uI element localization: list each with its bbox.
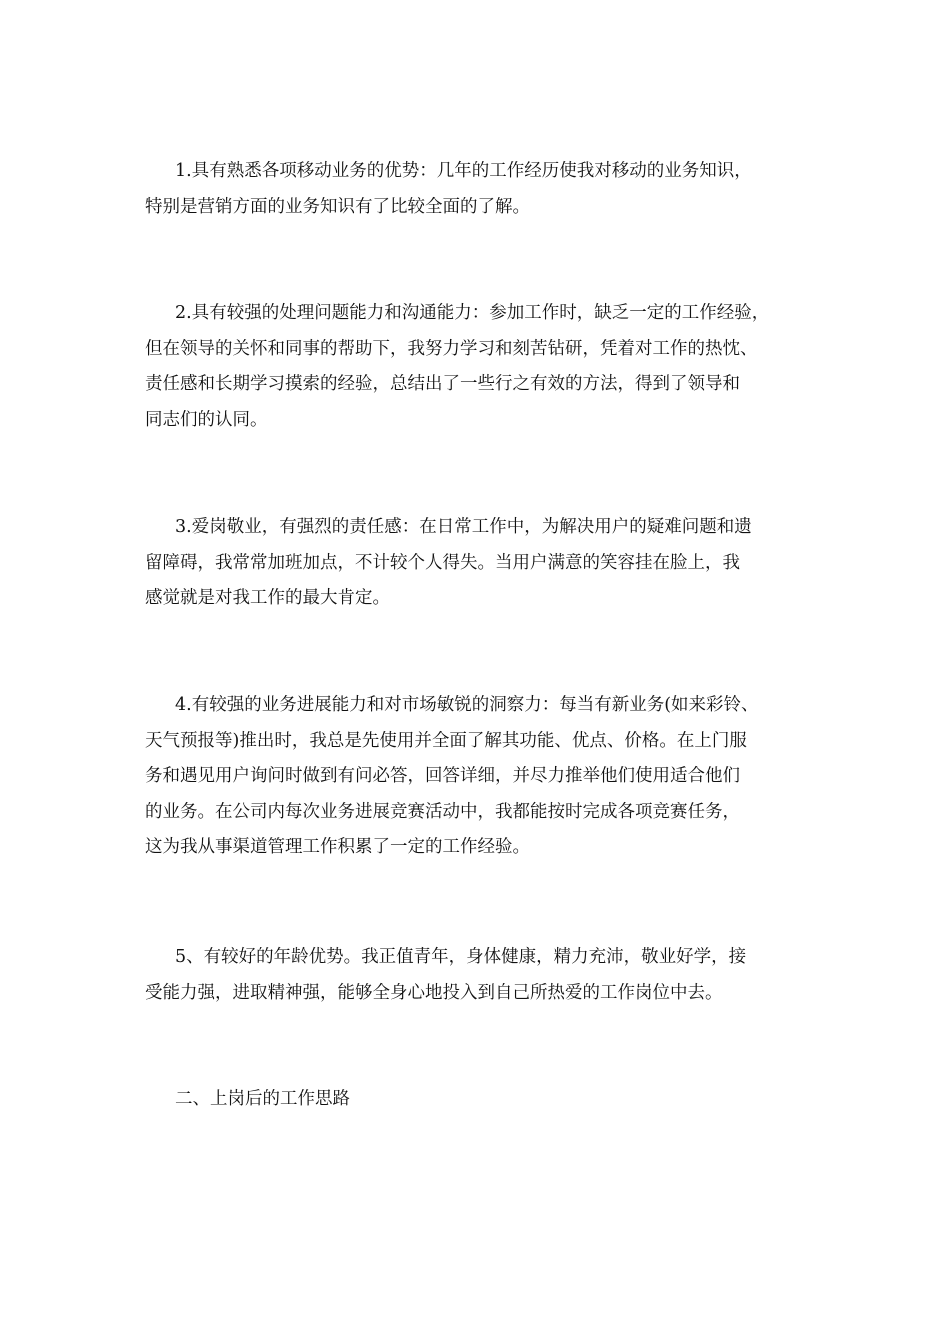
paragraph-line: 天气预报等)推出时，我总是先使用并全面了解其功能、优点、价格。在上门服	[145, 730, 747, 751]
paragraph-advantage-dedication	[145, 510, 835, 617]
paragraph-line: 留障碍，我常常加班加点，不计较个人得失。当用户满意的笑容挂在脸上，我	[145, 552, 740, 573]
paragraph-line: 但在领导的关怀和同事的帮助下，我努力学习和刻苦钻研，凭着对工作的热忱、	[145, 338, 758, 359]
paragraph-line: 责任感和长期学习摸索的经验，总结出了一些行之有效的方法，得到了领导和	[145, 374, 740, 394]
paragraph-line: 特别是营销方面的业务知识有了比较全面的了解。	[145, 196, 530, 217]
paragraph-line: 1.具有熟悉各项移动业务的优势：几年的工作经历使我对移动的业务知识，	[175, 161, 752, 181]
paragraph-advantage-business-knowledge	[145, 154, 835, 225]
section-heading-text: 二、上岗后的工作思路	[175, 1089, 350, 1109]
paragraph-line: 2.具有较强的处理问题能力和沟通能力：参加工作时，缺乏一定的工作经验，	[175, 303, 770, 323]
paragraph-advantage-age	[145, 940, 835, 1011]
paragraph-line: 感觉就是对我工作的最大肯定。	[145, 588, 390, 608]
paragraph-line: 3.爱岗敬业，有强烈的责任感：在日常工作中，为解决用户的疑难问题和遗	[175, 517, 752, 537]
paragraph-line: 5、有较好的年龄优势。我正值青年，身体健康，精力充沛，敬业好学，接	[175, 947, 747, 967]
paragraph-advantage-market-insight	[145, 688, 835, 866]
paragraph-line: 的业务。在公司内每次业务进展竞赛活动中，我都能按时完成各项竞赛任务，	[145, 801, 740, 822]
paragraph-advantage-problem-solving	[145, 296, 835, 438]
section-heading	[145, 1082, 835, 1118]
paragraph-line: 这为我从事渠道管理工作积累了一定的工作经验。	[145, 837, 530, 857]
paragraph-line: 同志们的认同。	[145, 409, 268, 430]
paragraph-line: 务和遇见用户询问时做到有问必答，回答详细，并尽力推举他们使用适合他们	[145, 766, 740, 786]
paragraph-line: 4.有较强的业务进展能力和对市场敏锐的洞察力：每当有新业务(如来彩铃、	[175, 695, 759, 715]
paragraph-line: 受能力强，进取精神强，能够全身心地投入到自己所热爱的工作岗位中去。	[145, 982, 723, 1003]
